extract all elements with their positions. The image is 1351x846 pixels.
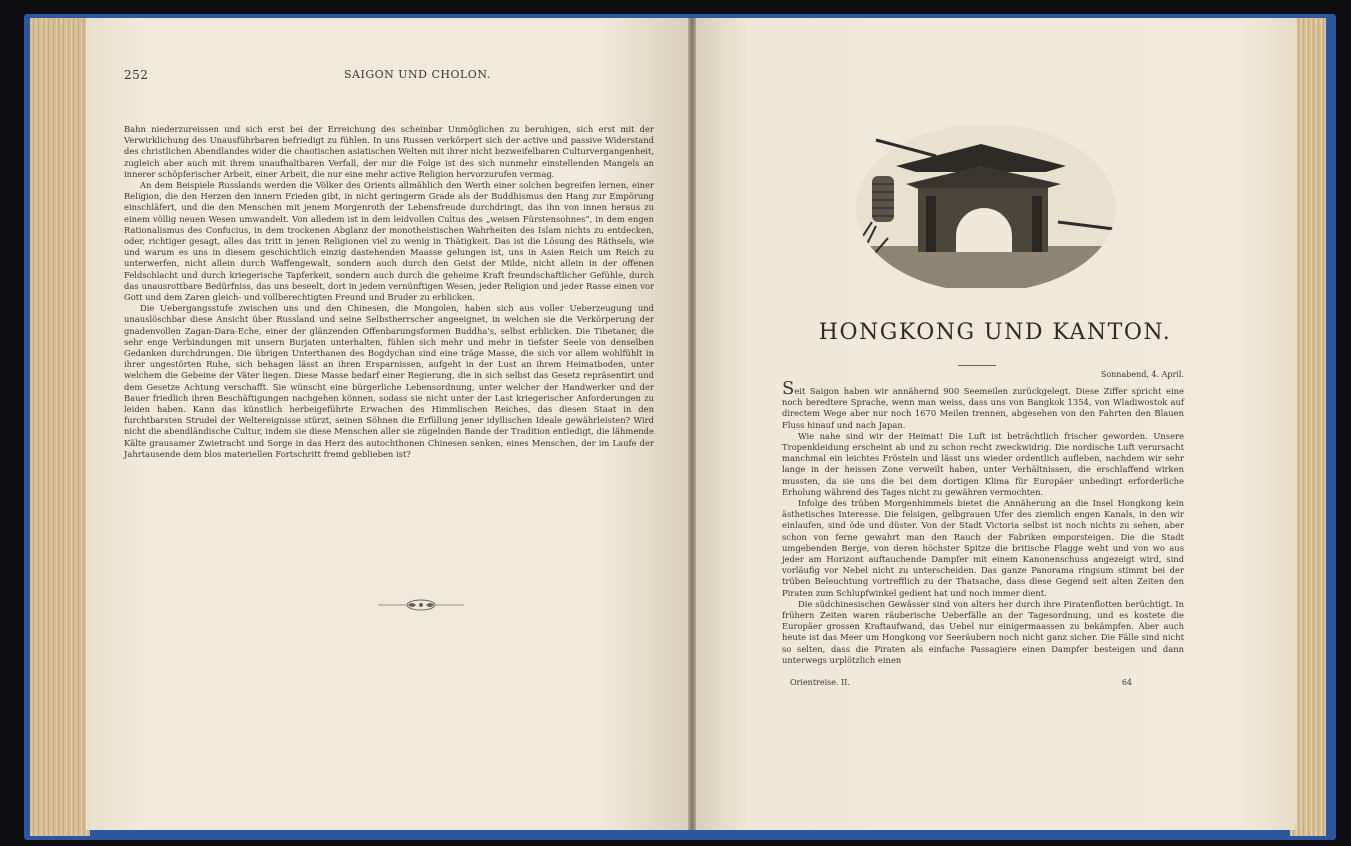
chapter-title: HONGKONG UND KANTON. xyxy=(818,320,1172,345)
signature-mark: Orientreise. II. xyxy=(790,678,850,687)
right-body-text xyxy=(782,378,1184,676)
page-footer xyxy=(782,678,1184,690)
pagoda-gate-illustration xyxy=(836,126,1126,288)
running-title: SAIGON UND CHOLON. xyxy=(344,68,491,81)
paragraph: Infolge des trüben Morgenhimmels bietet die Annäherung an die Insel Hongkong kein ästhetisches Interesse. Die felsigen, gelbgrauen Ufer des ziemlich engen Kanals, in den wir einlaufen, sind öde und düster. Von der Stadt Victoria selbst ist noch nichts zu sehen, aber schon von ferne gewahrt man den Rauch der Fabriken emporsteigen. Die die Stadt umgebenden Berge, von deren höchster Spitze die britische Flagge weht und von wo aus jeder am Horizont auftauchende Dampfer mit einem Kanonenschuss angezeigt wird, sind vorläufig vor Nebel nicht zu unterscheiden. Das ganze Panorama ringsum stimmt bei der trüben Beleuchtung vortrefflich zu der Thatsache, dass diese Gegend seit alten Zeiten den Piraten zum Schlupfwinkel gedient hat und noch immer dient. xyxy=(782,498,1184,598)
ornament-divider xyxy=(378,598,464,612)
page-edges-left xyxy=(30,18,90,836)
paragraph: Wie nahe sind wir der Heimat! Die Luft ist beträchtlich frischer geworden. Unsere Tropenkleidung erscheint ab und zu schon recht zweckwidrig. Die nordische Luft verursacht manchmal ein leichtes Frösteln und lässt uns wieder ordentlich aufleben, nachdem wir sehr lange in der heissen Zone verweilt haben, unter Verhältnissen, die erschlaffend wirken mussten, da sie uns die bei dem dortigen Klima für Europäer unbedingt erforderliche Erholung während des Tages nicht zu gewähren vermochten. xyxy=(782,430,1184,497)
drop-cap: S xyxy=(782,378,795,399)
paragraph xyxy=(782,378,1184,431)
dateline: Sonnabend, 4. April. xyxy=(1100,370,1184,379)
paragraph: Die südchinesischen Gewässer sind von alters her durch ihre Piratenflotten berüchtigt. In frühern Zeiten waren räuberische Ueberfälle an der Tagesordnung, und es kostete die Europäer grossen Kraftaufwand, das Uebel nur einigermaassen zu bekämpfen. Aber auch heute ist das Meer um Hongkong vor Seeräubern noch nicht ganz sicher. Die Fälle sind nicht so selten, dass die Piraten als einfache Passagiere einen Dampfer besteigen und dann unterwegs urplötzlich einen xyxy=(782,598,1184,665)
title-rule xyxy=(958,365,996,366)
left-body-text xyxy=(124,124,654,574)
running-head xyxy=(124,68,654,84)
book-gutter xyxy=(688,18,696,830)
first-paragraph-text: eit Saigon haben wir annähernd 900 Seemeilen zurückgelegt. Diese Ziffer spricht eine noch beredtere Sprache, wenn man weiss, dass uns von Bangkok 1354, von Wladiwostok auf directem Wege aber nur noch 1670 Meilen trennen, abgesehen von den Fahrten den Blauen Fluss hinauf und nach Japan. xyxy=(782,386,1184,430)
paragraph: Die Uebergangsstufe zwischen uns und den Chinesen, die Mongolen, haben sich aus voller Ueberzeugung und unauslöschbar diese Ansicht über Russland und seine Selbstherrscher angeeignet, in welchen sie die Verkörperung der gnadenvollen Zagan-Dara-Eche, einer der glänzenden Offenbarungsformen Buddha's, selbst erblicken. Die Tibetaner, die sehr enge Verbindungen mit unsern Burjaten unterhalten, fühlen sich mehr und mehr in tiefster Seele von denselben Gedanken durchdrungen. Die übrigen Unterthanen des Bogdychan sind eine träge Masse, die sich vor allem wohlfühlt in ihrer ungestörten Ruhe, sich behagen lässt an ihren Ersparnissen, aufgeht in der Lust an ihrem Heimatboden, unter welchem die Gebeine der Väter liegen. Diese Masse bedarf einer Regierung, die in sich selbst das Gesetz repräsentirt und dem Gesetze Achtung verschafft. Sie wünscht eine bürgerliche Lebensordnung, unter welcher der Handwerker und der Bauer friedlich ihren Beschäftigungen nachgehen können, sodass sie nicht unter der Last kriegerischer Anforderungen zu leiden haben. Kann das künstlich herbeigeführte Erwachen des Himmlischen Reiches, das diesen Staat in den furchtbarsten Strudel der Weltereignisse stürzt, seinen Söhnen die Erfüllung jener idyllischen Ideale gewährleisten? Wird nicht die abendländische Cultur, indem sie diese Menschen aller sie zügelnden Bande der Tradition entledigt, die lähmende Kälte grausamer Zwietracht und Sorge in das Herz des autochthonen Chinesen senken, eines Menschen, der im Laufe der Jahrtausende dem blos materiellen Fortschritt fremd geblieben ist? xyxy=(124,303,654,459)
paragraph: Bahn niederzureissen und sich erst bei der Erreichung des scheinbar Unmöglichen zu beruhigen, sich erst mit der Verwirklichung des Unausführbaren befriedigt zu fühlen. In uns Russen verkörpert sich der active und passive Widerstand des christlichen Abendlandes wider die chaotischen asiatischen Welten mit ihrer nicht bezweifelbaren Culturvergangenheit, zugleich aber auch mit ihrem unaufhaltbaren Verfall, der nur die Folge ist des sich nunmehr einstellenden Mangels an innerer schöpferischer Arbeit, einer Arbeit, die nur eine mehr active Religion hervorzurufen vermag. xyxy=(124,124,654,179)
paragraph: An dem Beispiele Russlands werden die Völker des Orients allmählich den Werth einer solchen begreifen lernen, einer Religion, die den Herzen den innern Frieden gibt, in nicht geringerm Grade als der Buddhismus den Hang zur Empörung einschläfert, und die den Menschen mit jenem Morgenroth der Lebensfreude durchdringt, das ihn von innen heraus zu einem völlig neuen Wesen umwandelt. Von alledem ist in dem leidvollen Cultus des „weisen Fürstensohnes“, in dem engen Rationalismus des Confucius, in dem trockenen Abglanz der monotheistischen Wahrheiten des Islam nichts zu entdecken, oder, richtiger gesagt, alles das tritt in jenen Religionen viel zu wenig in Thätigkeit. Das ist die Lösung des Räthsels, wie und warum es uns in diesem geschichtlich einzig dastehenden Maasse gelungen ist, uns in Asien Reich um Reich zu unterwerfen, nicht allein durch Waffengewalt, sondern auch durch den Geist der Milde, nicht allein in der offenen Feldschlacht und durch kriegerische Tapferkeit, sondern auch durch die geheime Kraft freundschaftlicher Gefühle, durch das unausrottbare Bedürfniss, das uns beseelt, dort in jedem vernünftigen Wesen, jeder Religion und jeder Rasse einen vor Gott und dem Zaren gleich- und vollberechtigten Freund und Bruder zu erblicken. xyxy=(124,180,654,303)
page-number: 252 xyxy=(124,68,149,82)
sheet-number: 64 xyxy=(1121,678,1132,687)
